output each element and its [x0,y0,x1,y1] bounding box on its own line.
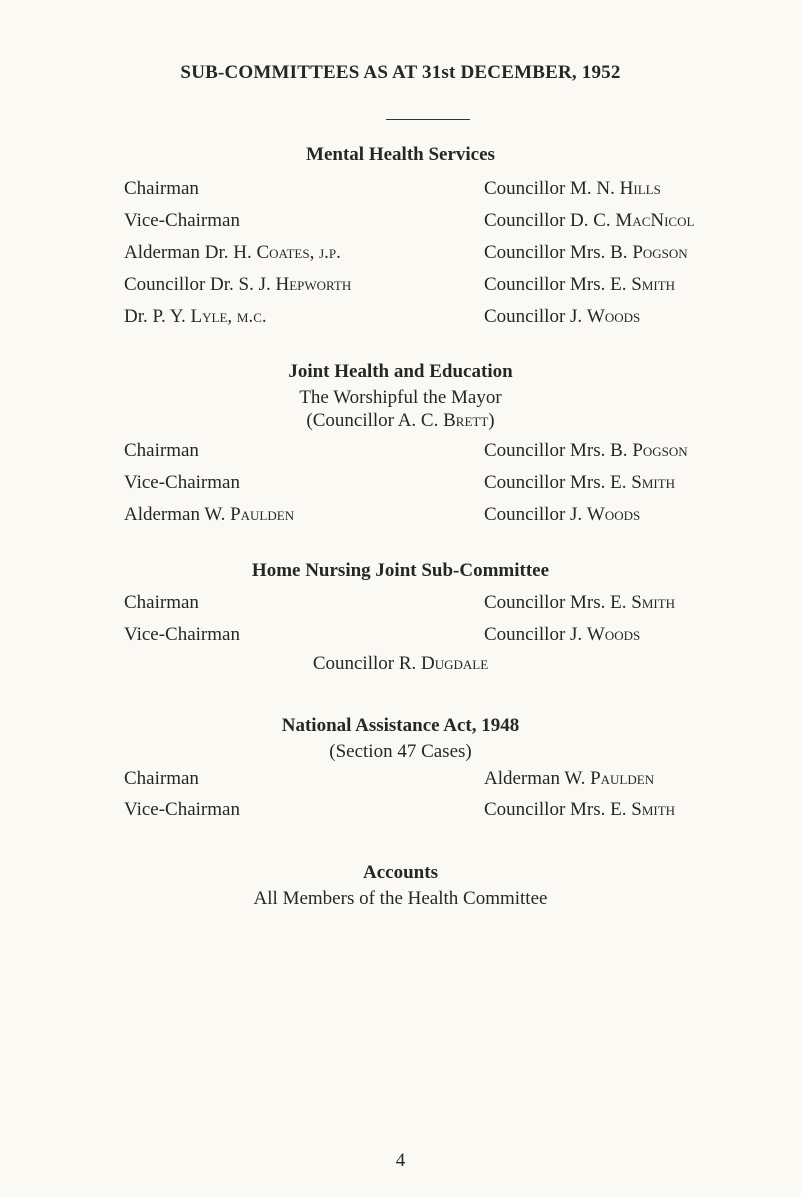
na-subheading: (Section 47 Cases) [329,741,472,762]
mh-left-line-3: Alderman Dr. H. Coates, j.p. [124,242,341,263]
mh-left-line-1: Chairman [124,178,199,199]
section-heading-home-nursing: Home Nursing Joint Sub-Committee [251,560,550,581]
mh-right-line-4: Councillor Mrs. E. Smith [484,274,676,295]
na-right-line-1: Alderman W. Paulden [484,768,655,789]
na-left-line-2: Vice-Chairman [124,799,240,820]
mh-left-line-5: Dr. P. Y. Lyle, m.c. [124,306,267,327]
mh-right-line-2: Councillor D. C. MacNicol [484,210,695,231]
hn-right-line-2: Councillor J. Woods [484,624,641,645]
na-right-line-2: Councillor Mrs. E. Smith [484,799,676,820]
mh-right-line-1: Councillor M. N. Hills [484,178,661,199]
hn-right-line-1: Councillor Mrs. E. Smith [484,592,676,613]
page-number: 4 [395,1150,406,1171]
accounts-line: All Members of the Health Committee [253,888,548,909]
section-heading-accounts: Accounts [363,862,438,883]
jh-right-line-2: Councillor Mrs. E. Smith [484,472,676,493]
jh-left-line-2: Vice-Chairman [124,472,240,493]
jh-mayor-name-line: (Councillor A. C. Brett) [306,410,495,431]
jh-mayor-line: The Worshipful the Mayor [299,387,502,408]
section-heading-joint-health: Joint Health and Education [288,361,513,382]
hn-left-line-1: Chairman [124,592,199,613]
section-heading-mental-health: Mental Health Services [306,144,495,165]
hn-extra-member: Councillor R. Dugdale [312,653,489,674]
mh-right-line-5: Councillor J. Woods [484,306,641,327]
mh-left-line-4: Councillor Dr. S. J. Hepworth [124,274,352,295]
title-divider [386,119,470,120]
jh-left-line-1: Chairman [124,440,199,461]
page-title: SUB-COMMITTEES AS AT 31st DECEMBER, 1952 [180,62,621,83]
section-heading-national-assistance: National Assistance Act, 1948 [281,715,520,736]
jh-left-line-3: Alderman W. Paulden [124,504,295,525]
hn-left-line-2: Vice-Chairman [124,624,240,645]
na-left-line-1: Chairman [124,768,199,789]
mh-right-line-3: Councillor Mrs. B. Pogson [484,242,688,263]
mh-left-line-2: Vice-Chairman [124,210,240,231]
jh-right-line-3: Councillor J. Woods [484,504,641,525]
jh-right-line-1: Councillor Mrs. B. Pogson [484,440,688,461]
